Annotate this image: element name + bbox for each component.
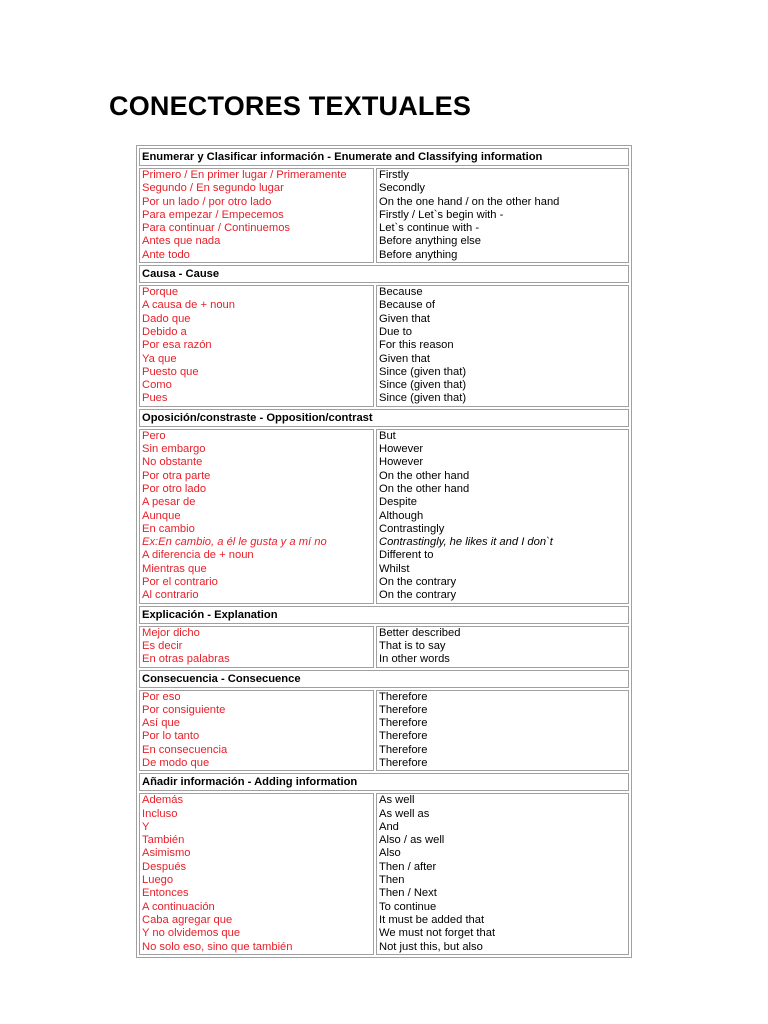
english-translation: We must not forget that — [379, 927, 496, 940]
english-translation: That is to say — [379, 639, 446, 652]
section-heading: Consecuencia - Consecuence — [139, 670, 629, 688]
spanish-connector: Ya que — [142, 352, 177, 365]
section-heading-row — [139, 265, 629, 283]
english-translation: As well — [379, 794, 415, 807]
english-translation: Therefore — [379, 730, 428, 743]
spanish-connector: Y no olvidemos que — [142, 927, 241, 940]
spanish-connector: No solo eso, sino que también — [142, 940, 293, 953]
spanish-connector: Pues — [142, 392, 168, 405]
english-translation: Also — [379, 847, 401, 860]
english-translation: Different to — [379, 549, 434, 562]
spanish-column — [139, 626, 374, 668]
spanish-connector: Asimismo — [142, 847, 191, 860]
english-translation: On the other hand — [379, 482, 470, 495]
english-column — [376, 429, 629, 604]
english-translation: To continue — [379, 900, 437, 913]
spanish-connector: Así que — [142, 717, 180, 730]
english-translation: Whilst — [379, 562, 410, 575]
spanish-column — [139, 429, 374, 604]
spanish-connector: Por otro lado — [142, 482, 207, 495]
spanish-connector: En otras palabras — [142, 653, 230, 666]
spanish-connector: Entonces — [142, 887, 189, 900]
english-column — [376, 626, 629, 668]
spanish-connector: A diferencia de + noun — [142, 549, 254, 562]
english-translation: Since (given that) — [379, 365, 467, 378]
spanish-connector: Por un lado / por otro lado — [142, 195, 272, 208]
section-heading-row — [139, 148, 629, 166]
page-title: CONECTORES TEXTUALES — [109, 91, 472, 121]
english-translation: On the other hand — [379, 469, 470, 482]
section-content-row — [139, 626, 629, 668]
section-content-row — [139, 793, 629, 955]
english-translation: Because of — [379, 299, 435, 312]
section-heading: Causa - Cause — [139, 265, 629, 283]
spanish-connector: Sin embargo — [142, 443, 206, 456]
connectors-table-body — [139, 148, 629, 955]
english-translation: On the one hand / on the other hand — [379, 195, 560, 208]
section-heading: Enumerar y Clasificar información - Enumerate and Classifying information — [139, 148, 629, 166]
spanish-connector: A pesar de — [142, 496, 196, 509]
english-translation: Therefore — [379, 756, 428, 769]
english-translation: And — [379, 820, 399, 833]
spanish-connector: Por otra parte — [142, 469, 211, 482]
english-column — [376, 168, 629, 263]
spanish-connector: Y — [142, 820, 150, 833]
spanish-connector: Puesto que — [142, 365, 199, 378]
spanish-connector: Aunque — [142, 509, 181, 522]
english-translation: Contrastingly — [379, 522, 445, 535]
section-content-row — [139, 168, 629, 263]
english-column — [376, 793, 629, 955]
english-column — [376, 690, 629, 772]
spanish-connector: Por consiguiente — [142, 703, 226, 716]
english-translation: Better described — [379, 626, 461, 639]
spanish-connector: Dado que — [142, 312, 191, 325]
section-heading-row — [139, 606, 629, 624]
english-translation: Since (given that) — [379, 379, 467, 392]
section-content-row — [139, 285, 629, 407]
spanish-connector: Por esa razón — [142, 339, 212, 352]
spanish-connector: Primero / En primer lugar / Primeramente — [142, 169, 347, 181]
spanish-connector: Luego — [142, 874, 174, 887]
english-translation: Therefore — [379, 703, 428, 716]
english-translation: Given that — [379, 312, 430, 325]
english-translation: Despite — [379, 496, 417, 509]
spanish-connector: Antes que nada — [142, 235, 221, 248]
english-column — [376, 285, 629, 407]
english-translation: Given that — [379, 352, 430, 365]
spanish-connector: Ex:En cambio, a él le gusta y a mí no — [142, 536, 327, 549]
english-translation: Therefore — [379, 690, 428, 703]
english-translation: However — [379, 443, 424, 456]
english-translation: Firstly / Let`s begin with - — [379, 208, 504, 221]
english-translation: Firstly — [379, 169, 409, 181]
spanish-connector: Por eso — [142, 690, 181, 703]
english-translation: It must be added that — [379, 913, 485, 926]
spanish-connector: No obstante — [142, 456, 203, 469]
english-translation: Contrastingly, he likes it and I don`t — [379, 536, 553, 549]
section-heading-row — [139, 409, 629, 427]
spanish-connector: Caba agregar que — [142, 913, 233, 926]
english-translation: For this reason — [379, 339, 454, 352]
english-translation: Due to — [379, 325, 412, 338]
spanish-connector: Como — [142, 379, 172, 392]
spanish-connector: Para empezar / Empecemos — [142, 208, 284, 221]
spanish-connector: También — [142, 834, 185, 847]
spanish-connector: Ante todo — [142, 248, 190, 261]
english-translation: Then / after — [379, 860, 437, 873]
spanish-column — [139, 793, 374, 955]
english-translation: But — [379, 429, 396, 442]
english-translation: Secondly — [379, 182, 426, 195]
spanish-connector: De modo que — [142, 756, 210, 769]
english-translation: Then / Next — [379, 887, 437, 900]
section-heading-row — [139, 773, 629, 791]
english-translation: Also / as well — [379, 834, 445, 847]
section-content-row — [139, 429, 629, 604]
spanish-connector: Mejor dicho — [142, 626, 200, 639]
section-heading: Añadir información - Adding information — [139, 773, 629, 791]
english-translation: On the contrary — [379, 576, 457, 589]
english-translation: Before anything else — [379, 235, 481, 248]
spanish-connector: Segundo / En segundo lugar — [142, 182, 284, 195]
spanish-connector: Porque — [142, 286, 179, 299]
section-heading: Oposición/constraste - Opposition/contrast — [139, 409, 629, 427]
spanish-connector: Al contrario — [142, 589, 199, 602]
spanish-connector: Para continuar / Continuemos — [142, 222, 291, 235]
english-translation: Let`s continue with - — [379, 222, 480, 235]
spanish-column — [139, 285, 374, 407]
connectors-table — [136, 145, 632, 958]
spanish-connector: A continuación — [142, 900, 215, 913]
english-translation: In other words — [379, 653, 450, 666]
spanish-connector: Por lo tanto — [142, 730, 200, 743]
spanish-connector: Incluso — [142, 807, 178, 820]
spanish-column — [139, 690, 374, 772]
spanish-connector: Mientras que — [142, 562, 207, 575]
english-translation: Before anything — [379, 248, 458, 261]
english-translation: Therefore — [379, 717, 428, 730]
spanish-connector: Pero — [142, 429, 166, 442]
section-content-row — [139, 690, 629, 772]
spanish-connector: Además — [142, 794, 184, 807]
spanish-connector: En cambio — [142, 522, 195, 535]
english-translation: As well as — [379, 807, 430, 820]
english-translation: Then — [379, 874, 405, 887]
english-translation: Although — [379, 509, 424, 522]
english-translation: Since (given that) — [379, 392, 467, 405]
spanish-connector: Después — [142, 860, 187, 873]
spanish-connector: Por el contrario — [142, 576, 218, 589]
spanish-column — [139, 168, 374, 263]
spanish-connector: Debido a — [142, 325, 187, 338]
section-heading-row — [139, 670, 629, 688]
english-translation: However — [379, 456, 424, 469]
spanish-connector: A causa de + noun — [142, 299, 235, 312]
section-heading: Explicación - Explanation — [139, 606, 629, 624]
english-translation: Because — [379, 286, 423, 299]
spanish-connector: Es decir — [142, 639, 183, 652]
spanish-connector: En consecuencia — [142, 743, 228, 756]
english-translation: On the contrary — [379, 589, 457, 602]
english-translation: Therefore — [379, 743, 428, 756]
english-translation: Not just this, but also — [379, 940, 483, 953]
